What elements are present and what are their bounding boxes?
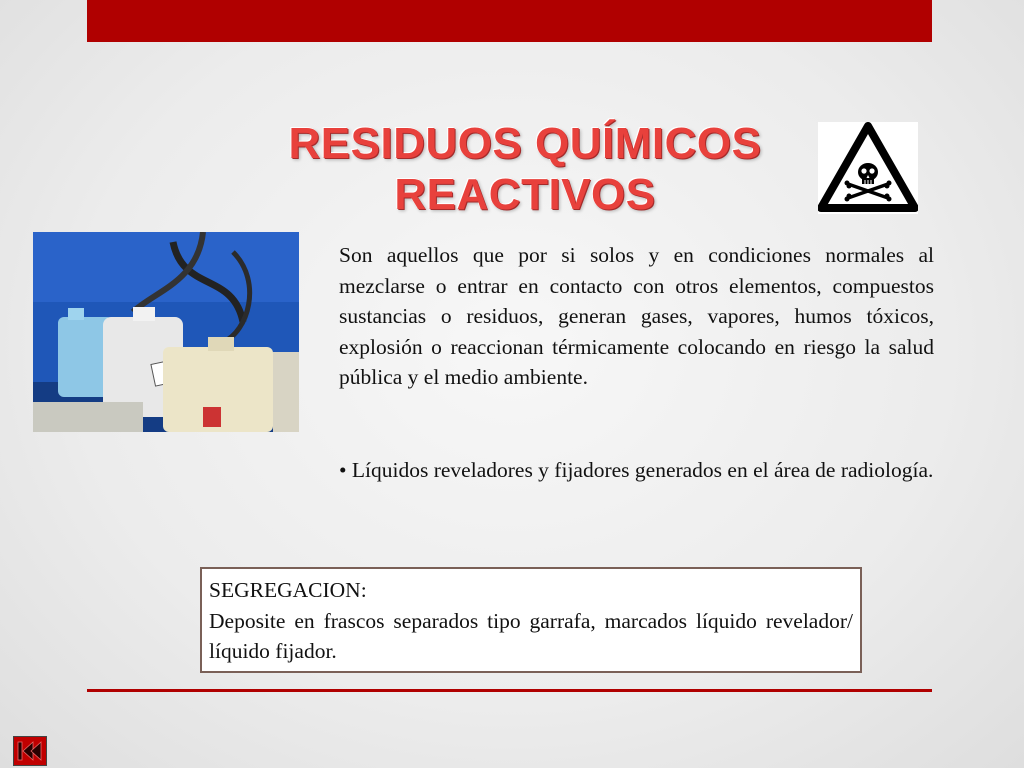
first-slide-icon (14, 737, 46, 765)
description-paragraph: Son aquellos que por si solos y en condiciones normales al mezclarse o entrar en contacto con otros elementos, compuestos sustancias o residuos, generan gases, vapores, humos tóxicos, explosión o reaccionan térmicamente colocando en riesgo la salud pública y el medio ambiente. (339, 243, 934, 389)
segregation-box (200, 567, 862, 673)
chemical-containers-photo (33, 232, 299, 432)
title-line-1: RESIDUOS QUÍMICOS (288, 119, 762, 168)
segregation-heading: SEGREGACION (209, 578, 361, 602)
segregation-colon: : (360, 578, 367, 602)
bottom-divider (87, 689, 932, 692)
segregation-heading-line (209, 575, 853, 606)
first-slide-button[interactable] (13, 736, 47, 766)
bullet-item: • Líquidos reveladores y fijadores generados en el área de radiología. (339, 458, 934, 482)
segregation-text: Deposite en frascos separados tipo garrafa, marcados líquido revelador/ líquido fijador. (209, 608, 853, 663)
top-accent-bar (87, 0, 932, 42)
title-line-2: REACTIVOS (394, 170, 656, 219)
skull-crossbones-warning-icon (818, 122, 918, 214)
slide-title (230, 118, 820, 220)
